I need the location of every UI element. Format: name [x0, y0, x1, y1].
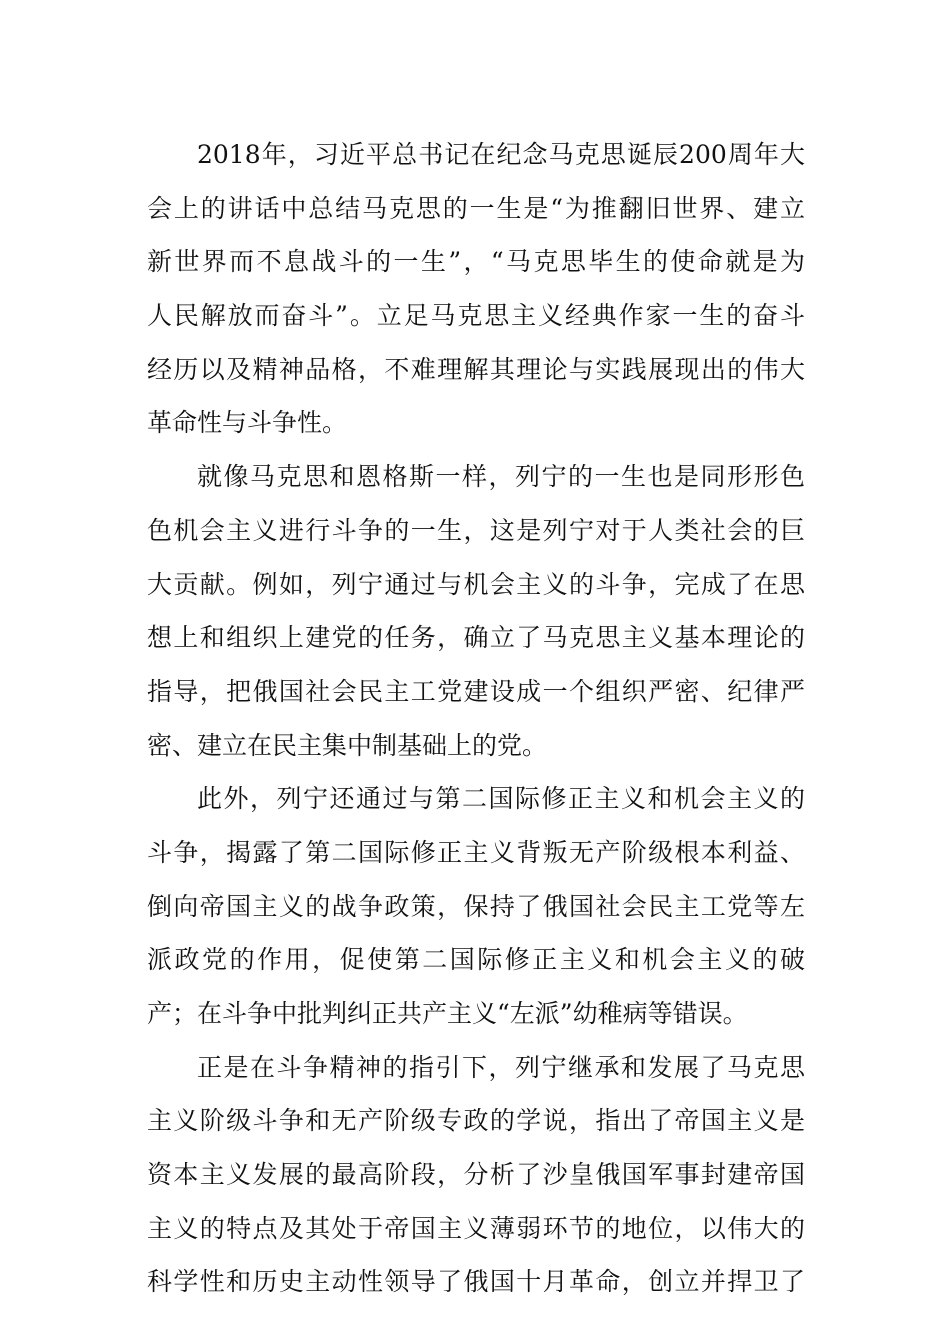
- paragraph: [147, 450, 805, 772]
- document-body: [147, 128, 805, 1309]
- text-line: 2018年，习近平总书记在纪念马克思诞辰200周年大: [197, 140, 805, 169]
- text-line: 会上的讲话中总结马克思的一生是“为推翻旧世界、建立: [147, 193, 805, 223]
- paragraph: [147, 1041, 805, 1309]
- text-line: 派政党的作用，促使第二国际修正主义和机会主义的破: [147, 945, 805, 975]
- text-line: 资本主义发展的最高阶段，分析了沙皇俄国军事封建帝国: [147, 1160, 805, 1190]
- text-line: 主义的特点及其处于帝国主义薄弱环节的地位，以伟大的: [147, 1213, 805, 1243]
- text-line: 人民解放而奋斗”。立足马克思主义经典作家一生的奋斗: [147, 301, 805, 331]
- text-line: 产；在斗争中批判纠正共产主义“左派”幼稚病等错误。: [147, 999, 748, 1028]
- paragraph: [147, 772, 805, 1040]
- text-line: 想上和组织上建党的任务，确立了马克思主义基本理论的: [147, 623, 805, 653]
- text-line: 主义阶级斗争和无产阶级专政的学说，指出了帝国主义是: [147, 1106, 805, 1136]
- text-line: 倒向帝国主义的战争政策，保持了俄国社会民主工党等左: [147, 891, 805, 921]
- text-line: 科学性和历史主动性领导了俄国十月革命，创立并捍卫了: [147, 1267, 805, 1297]
- text-line: 革命性与斗争性。: [147, 408, 348, 438]
- text-line: 此外，列宁还通过与第二国际修正主义和机会主义的: [197, 784, 805, 814]
- text-line: 新世界而不息战斗的一生”，“马克思毕生的使命就是为: [147, 247, 805, 277]
- paragraph: [147, 128, 805, 450]
- text-line: 经历以及精神品格，不难理解其理论与实践展现出的伟大: [147, 354, 805, 384]
- text-line: 色机会主义进行斗争的一生，这是列宁对于人类社会的巨: [147, 515, 805, 545]
- text-line: 密、建立在民主集中制基础上的党。: [147, 730, 548, 760]
- text-line: 大贡献。例如，列宁通过与机会主义的斗争，完成了在思: [147, 569, 805, 599]
- text-line: 斗争，揭露了第二国际修正主义背叛无产阶级根本利益、: [147, 837, 805, 867]
- text-line: 就像马克思和恩格斯一样，列宁的一生也是同形形色: [197, 462, 805, 492]
- text-line: 指导，把俄国社会民主工党建设成一个组织严密、纪律严: [147, 676, 805, 706]
- text-line: 正是在斗争精神的指引下，列宁继承和发展了马克思: [197, 1052, 805, 1082]
